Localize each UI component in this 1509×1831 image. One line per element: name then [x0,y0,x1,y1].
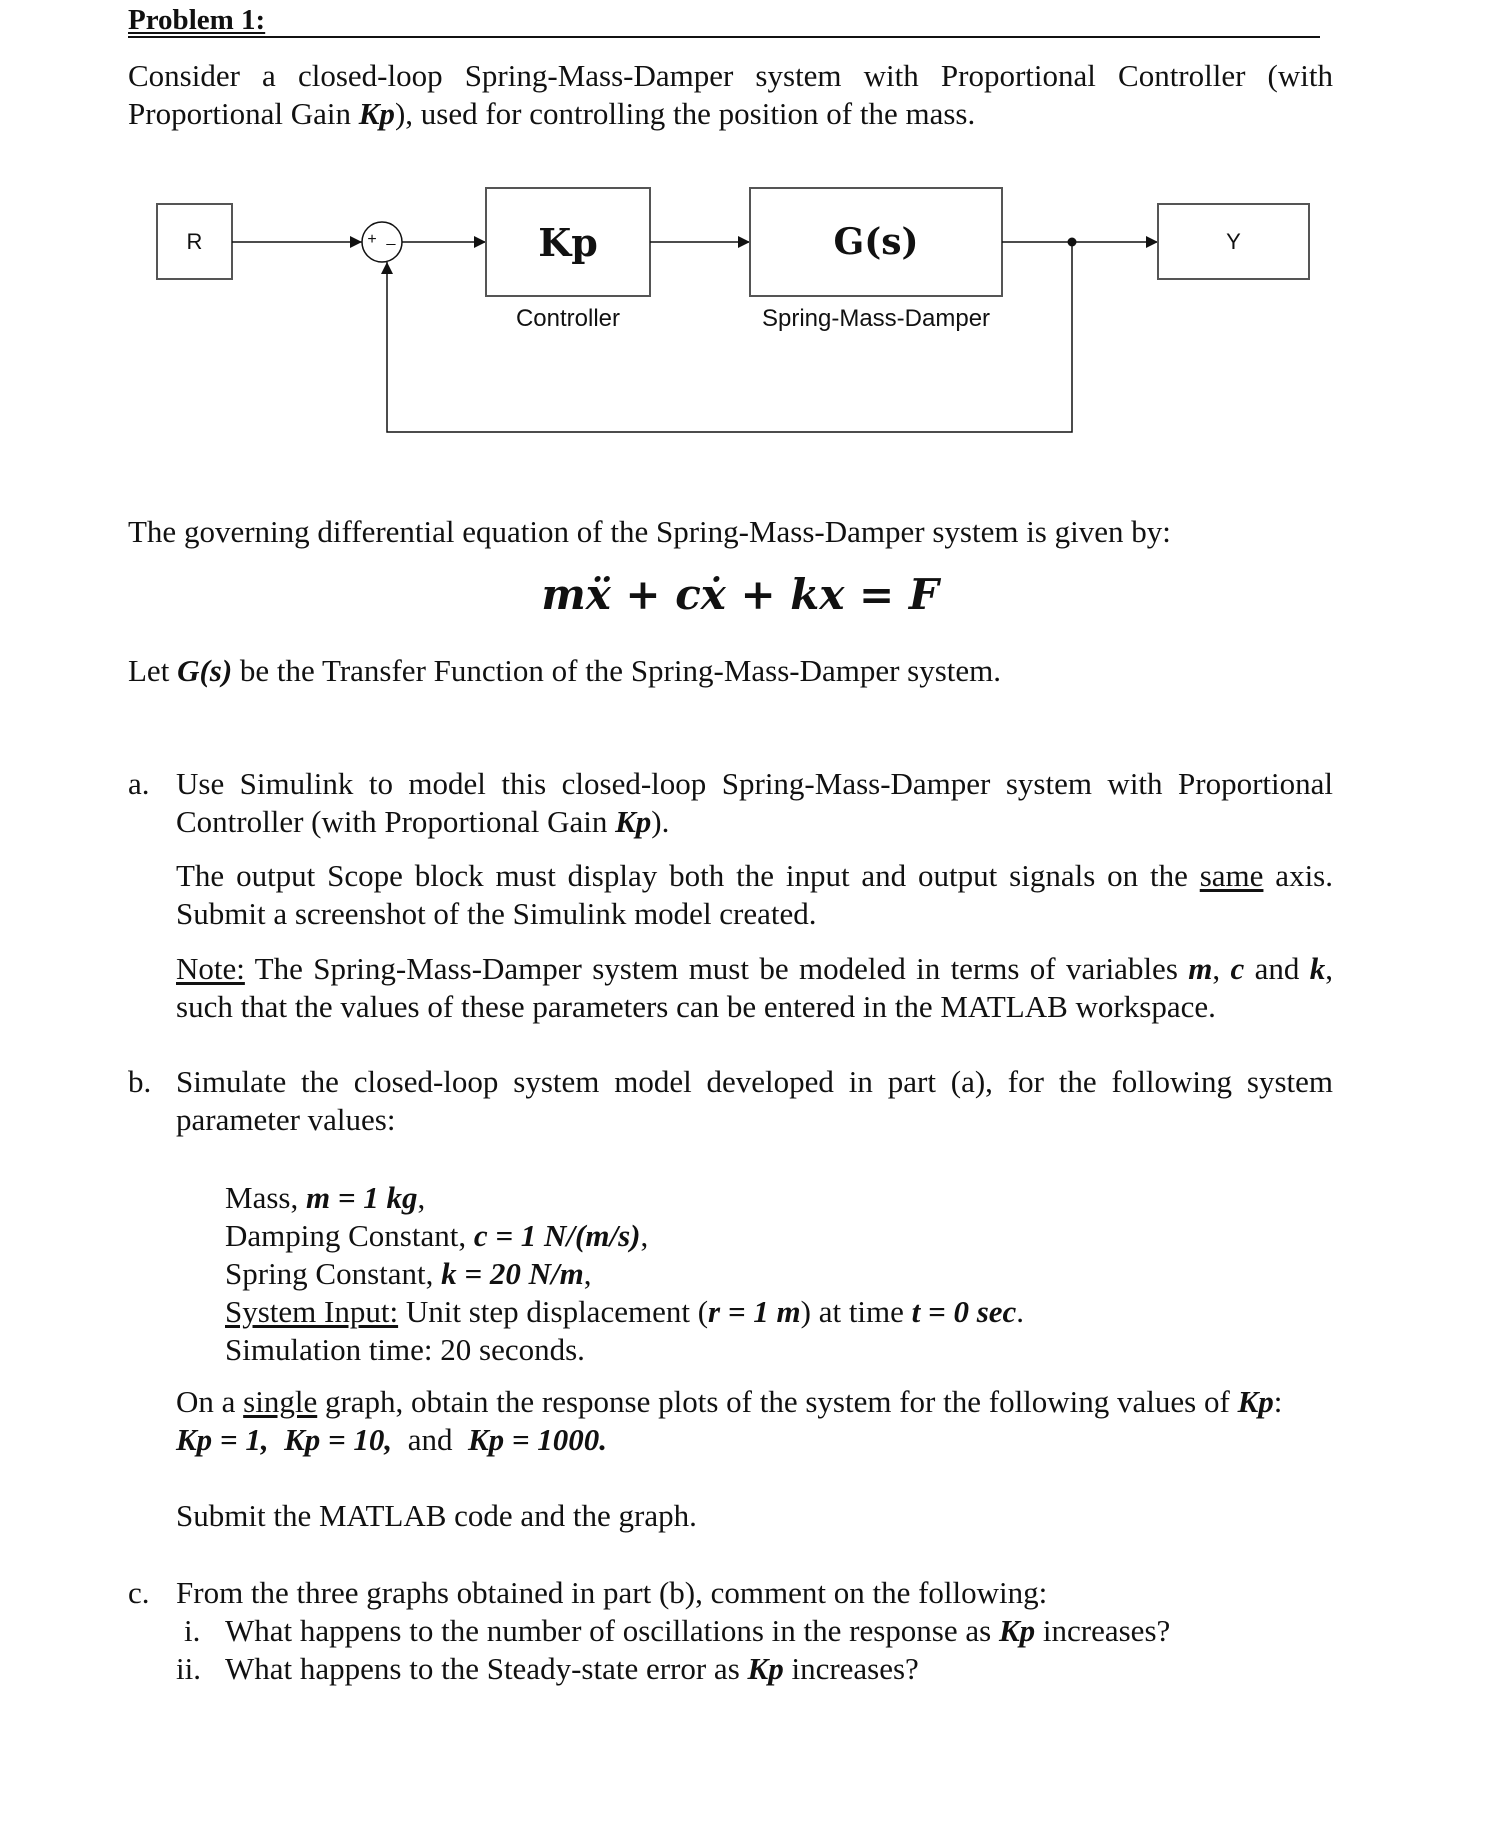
param-damping [225,1217,648,1255]
input-r-label: R [186,228,203,254]
part-c-i-post: increases? [1035,1613,1171,1648]
part-c-ii-marker: ii. [176,1651,201,1686]
system-input-label: System Input: [225,1294,399,1329]
part-c-i-pre: What happens to the number of oscillations in the response as [225,1613,999,1648]
scope-line-2: Submit a screenshot of the Simulink model created. [176,896,817,931]
part-a-line-2-pre: Controller (with Proportional Gain [176,804,616,839]
note-label: Note: [176,951,245,986]
kp-value-3: Kp = 1000. [467,1422,608,1457]
output-y-label: Y [1226,228,1241,254]
letg-pre: Let [128,653,178,688]
graph-colon: : [1273,1384,1283,1419]
part-b-marker: b. [128,1064,152,1099]
part-c-i-marker: i. [184,1613,201,1648]
param-mass [225,1179,425,1217]
plant-block-label: G(s) [833,221,919,263]
letg-post: be the Transfer Function of the Spring-Mass-Damper system. [232,653,1002,688]
note-and: and [1244,951,1310,986]
system-input-mid: ) at time [800,1294,912,1329]
intro-line-2-post: ), used for controlling the position of the mass. [394,96,976,131]
system-input-t: t = 0 sec [911,1294,1017,1329]
param-system-input [225,1293,1024,1331]
part-c-marker: c. [128,1575,150,1610]
param-damping-pre: Damping Constant, [225,1218,474,1253]
letg-line [128,652,1333,690]
note-line-2: such that the values of these parameters can be entered in the MATLAB workspace. [176,989,1216,1024]
part-c-i-question [225,1612,1170,1650]
part-c-line-1: From the three graphs obtained in part (b), comment on the following: [176,1575,1048,1610]
kp-and: and [407,1422,453,1457]
scope-same-word: same [1199,858,1264,893]
governing-text: The governing differential equation of the Spring-Mass-Damper system is given by: [128,514,1171,549]
note-line-1-text: The Spring-Mass-Damper system must be modeled in terms of variables [244,951,1189,986]
param-mass-end: , [417,1180,426,1215]
part-c-ii-pre: What happens to the Steady-state error as [225,1651,748,1686]
sum-minus-sign: _ [386,229,396,246]
part-a-marker: a. [128,766,150,801]
letg-gs: G(s) [177,653,233,688]
system-input-text: Unit step displacement ( [398,1294,709,1329]
part-a-kp: Kp [615,804,652,839]
system-input-end: . [1016,1294,1025,1329]
kp-value-1: Kp = 1, [176,1422,269,1457]
note-var-m: m [1188,951,1213,986]
kp-values [176,1421,1333,1459]
param-spring [225,1255,591,1293]
part-c-ii-kp: Kp [747,1651,784,1686]
param-simtime: Simulation time: 20 seconds. [225,1332,585,1367]
graph-kp: Kp [1237,1384,1274,1419]
submit-line: Submit the MATLAB code and the graph. [176,1498,697,1533]
note-var-c: c [1230,951,1245,986]
title-rule [128,36,1320,38]
note-sep-1: , [1212,951,1231,986]
note-var-k: k [1309,951,1326,986]
scope-line-1-pre: The output Scope block must display both the input and output signals on the [176,858,1200,893]
intro-line-1: Consider a closed-loop Spring-Mass-Damper system with Proportional Controller (with [128,58,1333,93]
block-diagram [0,150,1509,480]
note-line-1 [176,950,1333,988]
param-spring-pre: Spring Constant, [225,1256,442,1291]
controller-block-label: Kp [538,219,598,265]
system-input-r: r = 1 m [708,1294,801,1329]
sum-plus-sign: + [367,231,377,248]
controller-caption: Controller [515,305,621,332]
governing-equation: mẍ + cẋ + kx = F [541,570,939,619]
plant-caption: Spring-Mass-Damper [761,305,991,332]
scope-line-1-post: axis. [1263,858,1333,893]
param-mass-pre: Mass, [225,1180,306,1215]
part-a-line-2 [176,803,1333,841]
part-b-line-1: Simulate the closed-loop system model developed in part (a), for the following system [176,1064,1333,1099]
problem-title: Problem 1: [128,4,266,36]
graph-pre: On a [176,1384,244,1419]
intro-kp: Kp [358,96,395,131]
param-damping-end: , [640,1218,649,1253]
graph-single-word: single [243,1384,318,1419]
scope-line-1 [176,857,1333,895]
intro-line-2 [128,95,1333,133]
param-mass-value: m = 1 kg [305,1180,418,1215]
part-c-i-kp: Kp [998,1613,1036,1648]
param-spring-end: , [583,1256,592,1291]
part-c-ii-post: increases? [783,1651,919,1686]
note-end: , [1325,951,1334,986]
part-b-line-2: parameter values: [176,1102,396,1137]
param-spring-value: k = 20 N/m [441,1256,584,1291]
part-a-line-2-post: ). [651,804,670,839]
param-damping-value: c = 1 N/(m/s) [473,1218,641,1253]
part-a-line-1: Use Simulink to model this closed-loop Spring-Mass-Damper system with Proportional [176,766,1333,801]
intro-line-2-pre: Proportional Gain [128,96,359,131]
part-c-ii-question [225,1650,919,1688]
kp-value-2: Kp = 10, [284,1422,393,1457]
graph-instruction [176,1383,1333,1421]
graph-post: graph, obtain the response plots of the system for the following values of [317,1384,1238,1419]
